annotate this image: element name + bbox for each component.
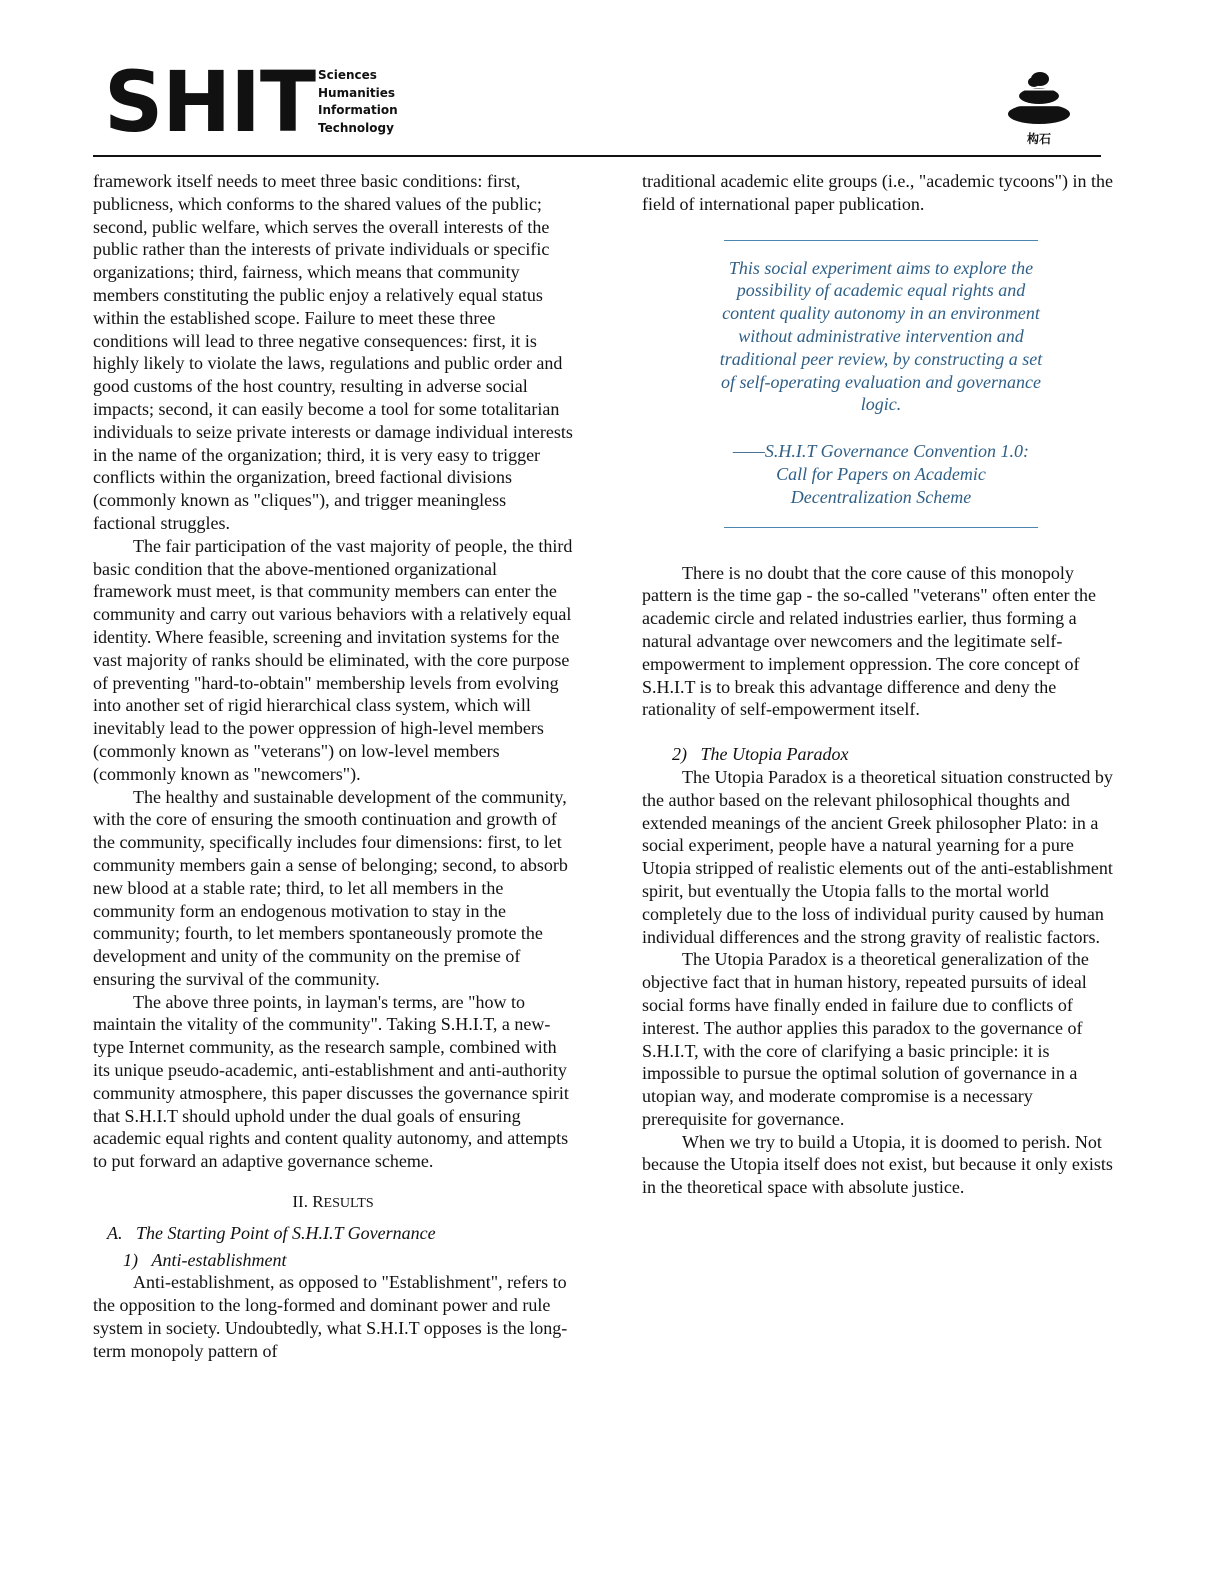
body-paragraph: traditional academic elite groups (i.e., "academic tycoons") in the field of international paper publication. xyxy=(642,171,1114,214)
body-paragraph: Anti-establishment, as opposed to "Establishment", refers to the opposition to the long-formed and dominant power and rule system in society. Undoubtedly, what S.H.I.T opposes is the long-term monopoly pattern of xyxy=(93,1272,568,1361)
body-paragraph: The Utopia Paradox is a theoretical generalization of the objective fact that in human history, repeated pursuits of ideal social forms have finally ended in failure due to conflicts of interest. The author applies this paradox to the governance of S.H.I.T, with the core of clarifying a basic principle: it is impossible to pursue the optimal solution of governance in a utopian way, and moderate compromise is a necessary prerequisite for governance. xyxy=(642,949,1089,1129)
page-header xyxy=(104,53,1100,151)
left-column xyxy=(93,170,573,1363)
emblem-logo xyxy=(1006,70,1072,148)
body-paragraph: The above three points, in layman's terms, are "how to maintain the vitality of the community". Taking S.H.I.T, a new-type Internet community, as the research sample, combined with its unique pseudo-academic, anti-establishment and anti-authority community atmosphere, this paper discusses the governance spirit that S.H.I.T should uphold under the dual goals of ensuring academic equal rights and content quality autonomy, and attempts to put forward an adaptive governance scheme. xyxy=(93,991,569,1172)
right-column xyxy=(642,170,1122,1199)
subsection-heading: A. The Starting Point of S.H.I.T Governance xyxy=(107,1222,436,1243)
logo-expansion-line: Information xyxy=(318,103,398,117)
section-heading xyxy=(93,1191,573,1216)
body-paragraph: framework itself needs to meet three basic conditions: first, publicness, which conforms to the shared values of the public; second, public welfare, which serves the overall interests of the public rather than the interests of private individuals or specific organizations; third, fairness, which means that community members constituting the public enjoy a relatively equal status within the established scope. Failure to meet these three conditions will lead to three negative consequences: first, it is highly likely to violate the laws, regulations and public order and good customs of the host country, resulting in adverse social impacts; second, it can easily become a tool for some totalitarian individuals to seize private interests or damage individual interests in the name of the organization; third, it is very easy to trigger conflicts within the organization, breed factional divisions (commonly known as "cliques"), and trigger meaningless factional struggles. xyxy=(93,171,573,533)
emblem-label: 构石 xyxy=(1026,132,1051,146)
subsubsection-heading: 2) The Utopia Paradox xyxy=(672,744,849,765)
logo-expansion-line: Technology xyxy=(318,120,394,135)
logo-wordmark: SHIT xyxy=(104,53,316,151)
section-heading-lead: II. R xyxy=(292,1192,324,1212)
logo-expansion xyxy=(318,67,398,137)
header-rule xyxy=(93,155,1101,157)
body-paragraph: The fair participation of the vast majority of people, the third basic condition that the above-mentioned organizational framework must meet, is that community members can enter the community and carry out various behaviors with a relatively equal identity. Where feasible, screening and invitation systems for the vast majority of ranks should be eliminated, with the core purpose of preventing "hard-to-obtain" membership levels from evolving into another set of rigid hierarchical class system, which will inevitably lead to the power oppression of high-level members (commonly known as "veterans") on low-level members (commonly known as "newcomers"). xyxy=(93,535,573,784)
body-paragraph: When we try to build a Utopia, it is doomed to perish. Not because the Utopia itself does not exist, but because it only exists in the theoretical space with absolute justice. xyxy=(642,1131,1113,1198)
pull-quote xyxy=(719,240,1043,528)
logo-expansion-line: Sciences xyxy=(318,68,377,82)
body-paragraph: There is no doubt that the core cause of this monopoly pattern is the time gap - the so-called "veterans" often enter the academic circle and related industries earlier, thus forming a natural advantage over newcomers and the legitimate self-empowerment to implement oppression. The core concept of S.H.I.T is to break this advantage difference and deny the rationality of self-empowerment itself. xyxy=(642,562,1097,720)
pull-quote-text: This social experiment aims to explore the possibility of academic equal rights and content quality autonomy in an environment without administrative intervention and traditional peer review, by constructing a set of self-operating evaluation and governance logic. xyxy=(719,257,1043,415)
logo-expansion-line: Humanities xyxy=(318,85,395,100)
stacked-stones-icon xyxy=(1006,70,1072,132)
subsubsection-heading: 1) Anti-establishment xyxy=(123,1249,287,1270)
body-paragraph: The Utopia Paradox is a theoretical situation constructed by the author based on the relevant philosophical thoughts and extended meanings of the ancient Greek philosopher Plato: in a social experiment, people have a natural yearning for a pure Utopia stripped of realistic elements out of the anti-establishment spirit, but eventually the Utopia falls to the mortal world completely due to the loss of individual purity caused by human individual differences and the strong gravity of realistic factors. xyxy=(642,766,1113,947)
section-heading-rest: ESULTS xyxy=(323,1196,374,1212)
pull-quote-source: ——S.H.I.T Governance Convention 1.0: Call for Papers on Academic Decentralization Scheme xyxy=(732,441,1030,507)
body-paragraph: The healthy and sustainable development of the community, with the core of ensuring the smooth continuation and growth of the community, specifically includes four dimensions: first, to let community members gain a sense of belonging; second, to absorb new blood at a stable rate; third, to let all members in the community form an endogenous motivation to stay in the community; fourth, to let members spontaneously promote the development and unity of the community on the premise of ensuring the survival of the community. xyxy=(93,786,568,989)
